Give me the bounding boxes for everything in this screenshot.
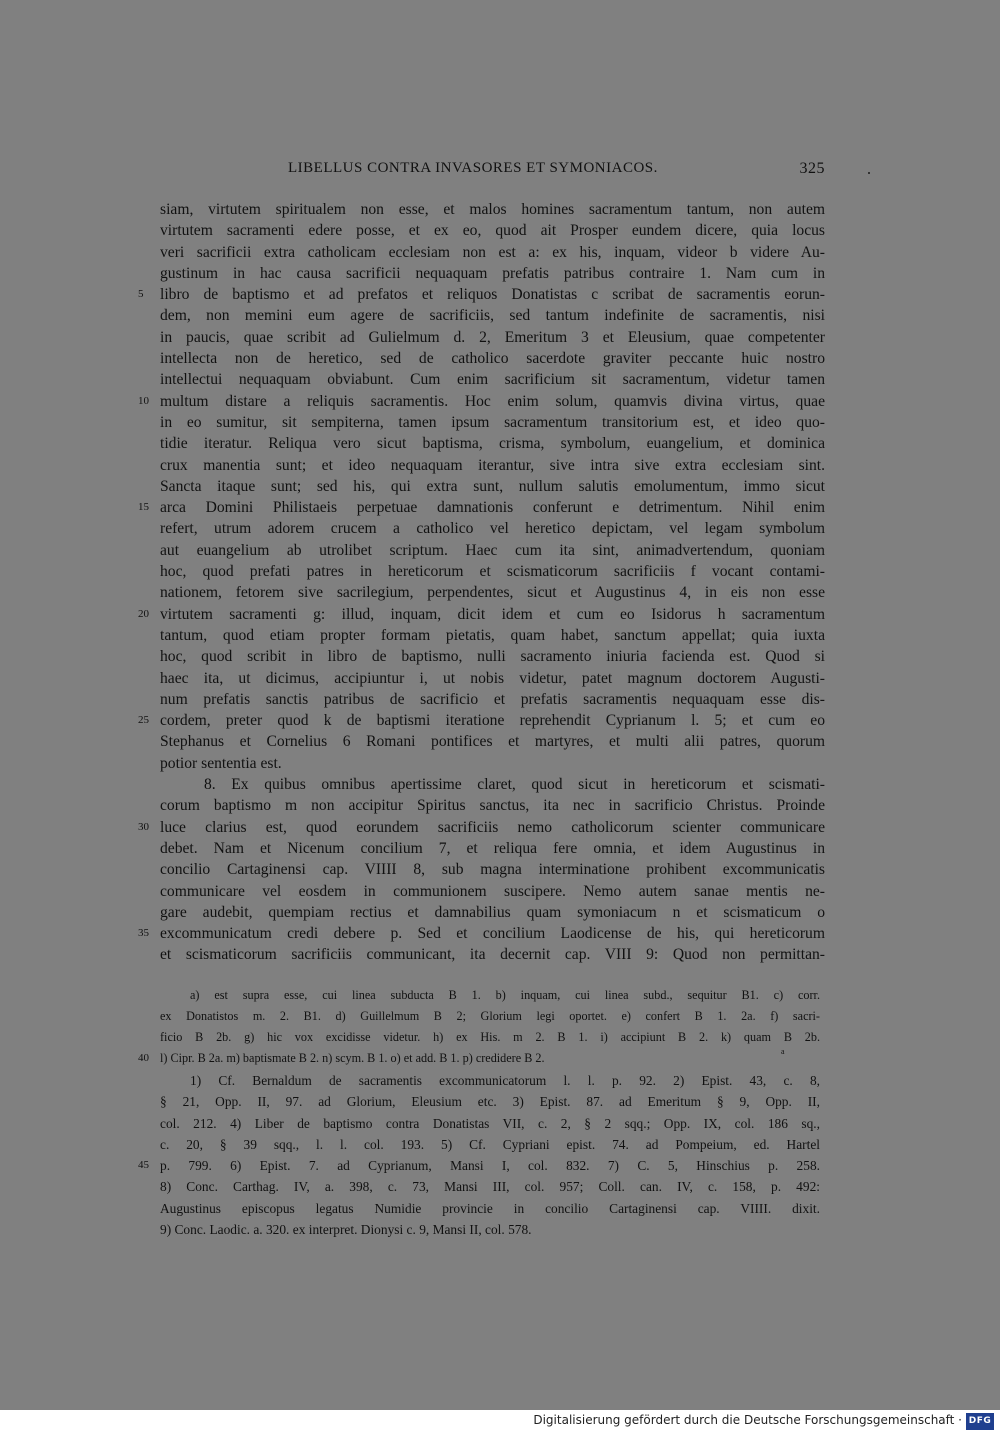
- apparatus-mark: a: [781, 1047, 785, 1056]
- text-line-text: aut euangelium ab utrolibet scriptum. Haec cum ita sint, animadvertendum, quoniam: [160, 541, 825, 559]
- note-line-text: 8) Conc. Carthag. IV, a. 398, c. 73, Mansi III, col. 957; Coll. can. IV, c. 158, p. 492:: [160, 1179, 820, 1195]
- text-line: [138, 923, 825, 944]
- note-line-text: c. 20, § 39 sqq., l. l. col. 193. 5) Cf. Cypriani epist. 74. ad Pompeium, ed. Hartel: [160, 1136, 820, 1152]
- text-line-text: multum distare a reliquis sacramentis. Hoc enim solum, quamvis divina virtus, quae: [160, 392, 825, 410]
- apparatus-line-text: ex Donatistos m. 2. B1. d) Guillelmum B 2; Glorium legi oportet. e) confert B 1. 2a. f) sacri-: [160, 1009, 820, 1023]
- text-line: [160, 476, 825, 497]
- note-line: [160, 1113, 820, 1134]
- text-line: [160, 582, 825, 603]
- note-line-text: § 21, Opp. II, 97. ad Glorium, Eleusium etc. 3) Epist. 87. ad Emeritum § 9, Opp. II,: [160, 1094, 820, 1110]
- text-line-text: in paucis, quae scribit ad Gulielmum d. 2, Emeritum 3 et Eleusium, quae competenter: [160, 328, 825, 346]
- text-line: [160, 348, 825, 369]
- text-line-text: communicare vel eosdem in communionem suscipere. Nemo autem sanae mentis ne-: [160, 882, 825, 900]
- text-line-text: potior sententia est.: [160, 754, 282, 772]
- text-line: [138, 710, 825, 731]
- critical-apparatus: [138, 985, 820, 1069]
- text-line: [138, 284, 825, 305]
- text-line-text: et scismaticorum sacrificiis communicant, ita decernit cap. VIII 9: Quod non permittan-: [160, 946, 825, 964]
- line-number: 35: [138, 927, 149, 940]
- dfg-logo-icon: DFG: [966, 1413, 994, 1430]
- text-line-text: intellecta non de heretico, sed de catholico sacerdote graviter peccante huic nostro: [160, 350, 825, 368]
- note-line-text: col. 212. 4) Liber de baptismo contra Donatistas VII, c. 2, § 2 sqq.; Opp. IX, col. 186 sq.,: [160, 1115, 820, 1131]
- text-line-text: haec ita, ut dicimus, accipiuntur i, ut nobis videtur, patet magnum doctorem Augusti-: [160, 669, 825, 687]
- text-line: [138, 497, 825, 518]
- note-line-text: 1) Cf. Bernaldum de sacramentis excommunicatorum l. l. p. 92. 2) Epist. 43, c. 8,: [190, 1073, 820, 1088]
- note-line: [160, 1091, 820, 1112]
- text-line: [160, 305, 825, 326]
- text-line-text: Stephanus et Cornelius 6 Romani pontifices et martyres, et multi alii patres, quorum: [160, 733, 825, 751]
- text-line-text: gustinum in hac causa sacrificii nequaquam prefatis patribus contraire 1. Nam cum in: [160, 264, 825, 282]
- text-line: [160, 646, 825, 667]
- text-line-text: num prefatis sanctis patribus de sacrificio et prefatis sacramentis nequaquam esse dis-: [160, 690, 825, 708]
- text-line: [160, 263, 825, 284]
- source-notes: [138, 1070, 820, 1240]
- note-line-text: 9) Conc. Laodic. a. 320. ex interpret. Dionysi c. 9, Mansi II, col. 578.: [160, 1222, 532, 1238]
- note-line-text: p. 799. 6) Epist. 7. ad Cyprianum, Mansi I, col. 832. 7) C. 5, Hinschius p. 258.: [160, 1158, 820, 1174]
- text-line: [160, 220, 825, 241]
- apparatus-line: [138, 1048, 820, 1069]
- text-line: [160, 518, 825, 539]
- footer-bar: [0, 1410, 1000, 1434]
- line-number: 25: [138, 714, 149, 727]
- text-line-text: luce clarius est, quod eorundem sacrificiis nemo catholicorum scienter communicare: [160, 818, 825, 836]
- text-line-text: tantum, quod etiam propter formam pietatis, quam habet, sanctum appellat; quia iuxta: [160, 626, 825, 644]
- text-line: [160, 455, 825, 476]
- text-line: [160, 668, 825, 689]
- text-line: [160, 199, 825, 220]
- text-line-text: tidie iteratur. Reliqua vero sicut baptisma, crisma, symbolum, euangelium, et dominica: [160, 435, 825, 453]
- text-line: [160, 774, 825, 795]
- margin-speck: [868, 172, 870, 174]
- line-number: 10: [138, 394, 149, 407]
- note-line: [160, 1219, 820, 1240]
- apparatus-line-text: l) Cipr. B 2a. m) baptismate B 2. n) scym. B 1. o) et add. B 1. p) credidere B 2.: [160, 1051, 545, 1065]
- text-line-text: intellectui nequaquam obviabunt. Cum enim sacrificium sit sacramentum, videtur tamen: [160, 371, 825, 389]
- apparatus-line: [160, 1006, 820, 1027]
- line-number: 45: [138, 1159, 149, 1172]
- apparatus-line: [160, 1027, 820, 1048]
- page-number: 325: [799, 160, 825, 177]
- text-line: [160, 412, 825, 433]
- text-line: [160, 838, 825, 859]
- text-line-text: cordem, preter quod k de baptismi iteratione reprehendit Cyprianum l. 5; et cum eo: [160, 712, 825, 730]
- note-line: [160, 1070, 820, 1091]
- funding-notice: Digitalisierung gefördert durch die Deutsche Forschungsgemeinschaft ·: [533, 1413, 962, 1427]
- text-line-text: nationem, fetorem sive sacrilegium, perpendentes, sicut et Augustinus 4, in eis non esse: [160, 584, 825, 602]
- line-number: 20: [138, 607, 149, 620]
- text-line: [160, 242, 825, 263]
- apparatus-line: [160, 985, 820, 1006]
- line-number: 40: [138, 1052, 149, 1064]
- text-line-text: concilio Cartaginensi cap. VIIII 8, sub magna interminatione prohibent excommunicatis: [160, 861, 825, 879]
- text-line-text: debet. Nam et Nicenum concilium 7, et reliqua fere omnia, et idem Augustinus in: [160, 839, 825, 857]
- text-line-text: dem, non memini eum agere de sacrificiis, sed tantum indefinite de sacramentis, nisi: [160, 307, 825, 325]
- apparatus-line-text: a) est supra esse, cui linea subducta B 1. b) inquam, cui linea subd., sequitur B1. c) corr.: [190, 988, 820, 1002]
- text-line: [160, 540, 825, 561]
- text-line-text: corum baptismo m non accipitur Spiritus sanctus, ita nec in sacrificio Christus. Proinde: [160, 797, 825, 815]
- text-line-text: libro de baptismo et ad prefatos et reliquos Donatistas c scribat de sacramentis eorun-: [160, 286, 825, 304]
- text-line: [160, 561, 825, 582]
- text-line: [160, 902, 825, 923]
- text-line: [160, 753, 825, 774]
- text-line-text: gare audebit, quempiam rectius et damnabilius quam symoniacum n et scismaticum o: [160, 903, 825, 921]
- text-line: [138, 604, 825, 625]
- apparatus-line-text: ficio B 2b. g) hic vox excidisse videtur. h) ex His. m 2. B 1. i) accipiunt B 2. k) quam B 2b.: [160, 1030, 820, 1044]
- text-line: [160, 689, 825, 710]
- text-line: [160, 433, 825, 454]
- note-line: [160, 1176, 820, 1197]
- text-line: [160, 795, 825, 816]
- note-line: [138, 1155, 820, 1176]
- text-line: [138, 817, 825, 838]
- text-line-text: siam, virtutem spiritualem non esse, et malos homines sacramentum tantum, non autem: [160, 201, 825, 218]
- text-line: [160, 625, 825, 646]
- text-line-text: virtutem sacramenti g: illud, inquam, dicit idem et cum eo Isidorus h sacramentum: [160, 605, 825, 623]
- note-line: [160, 1198, 820, 1219]
- text-line: [160, 881, 825, 902]
- text-line-text: virtutem sacramenti edere posse, et ex eo, quod ait Prosper eundem dicere, quia locus: [160, 222, 825, 240]
- text-line-text: arca Domini Philistaeis perpetuae damnationis conferunt e detrimentum. Nihil enim: [160, 499, 825, 517]
- text-line-text: crux manentia sunt; et ideo nequaquam iterantur, sive intra sive extra ecclesiam sint.: [160, 456, 825, 474]
- text-line-text: excommunicatum credi debere p. Sed et concilium Laodicense de his, qui hereticorum: [160, 925, 825, 943]
- line-number: 5: [138, 288, 144, 301]
- running-title: LIBELLUS CONTRA INVASORES ET SYMONIACOS.: [288, 160, 658, 176]
- text-line-text: veri sacrificii extra catholicam ecclesiam non est a: ex his, inquam, videor b videre Au-: [160, 243, 825, 261]
- text-line-text: Sancta itaque sunt; sed his, qui extra sunt, nullum salutis emolumentum, immo sicut: [160, 477, 825, 495]
- note-line-text: Augustinus episcopus legatus Numidie provincie in concilio Cartaginensi cap. VIIII. dixit.: [160, 1200, 820, 1216]
- text-line-text: 8. Ex quibus omnibus apertissime claret, quod sicut in hereticorum et scismati-: [204, 776, 825, 794]
- note-line: [160, 1134, 820, 1155]
- line-number: 15: [138, 501, 149, 514]
- text-line: [138, 391, 825, 412]
- text-line-text: hoc, quod prefati patres in hereticorum et scismaticorum sacrificiis f vocant contami-: [160, 563, 825, 581]
- line-number: 30: [138, 820, 149, 833]
- text-line: [160, 944, 825, 965]
- running-head: [160, 160, 825, 184]
- text-line: [160, 859, 825, 880]
- text-line: [160, 369, 825, 390]
- text-line-text: refert, utrum adorem crucem a catholico vel heretico depictam, vel legam symbolum: [160, 520, 825, 538]
- text-line: [160, 731, 825, 752]
- text-line-text: hoc, quod scribit in libro de baptismo, nulli sacramento iniuria facienda est. Quod si: [160, 648, 825, 666]
- main-text: [138, 199, 825, 966]
- text-line: [160, 327, 825, 348]
- text-line-text: in eo sumitur, sit sempiterna, tamen ipsum sacramentum transitorium est, et ideo quo-: [160, 413, 825, 431]
